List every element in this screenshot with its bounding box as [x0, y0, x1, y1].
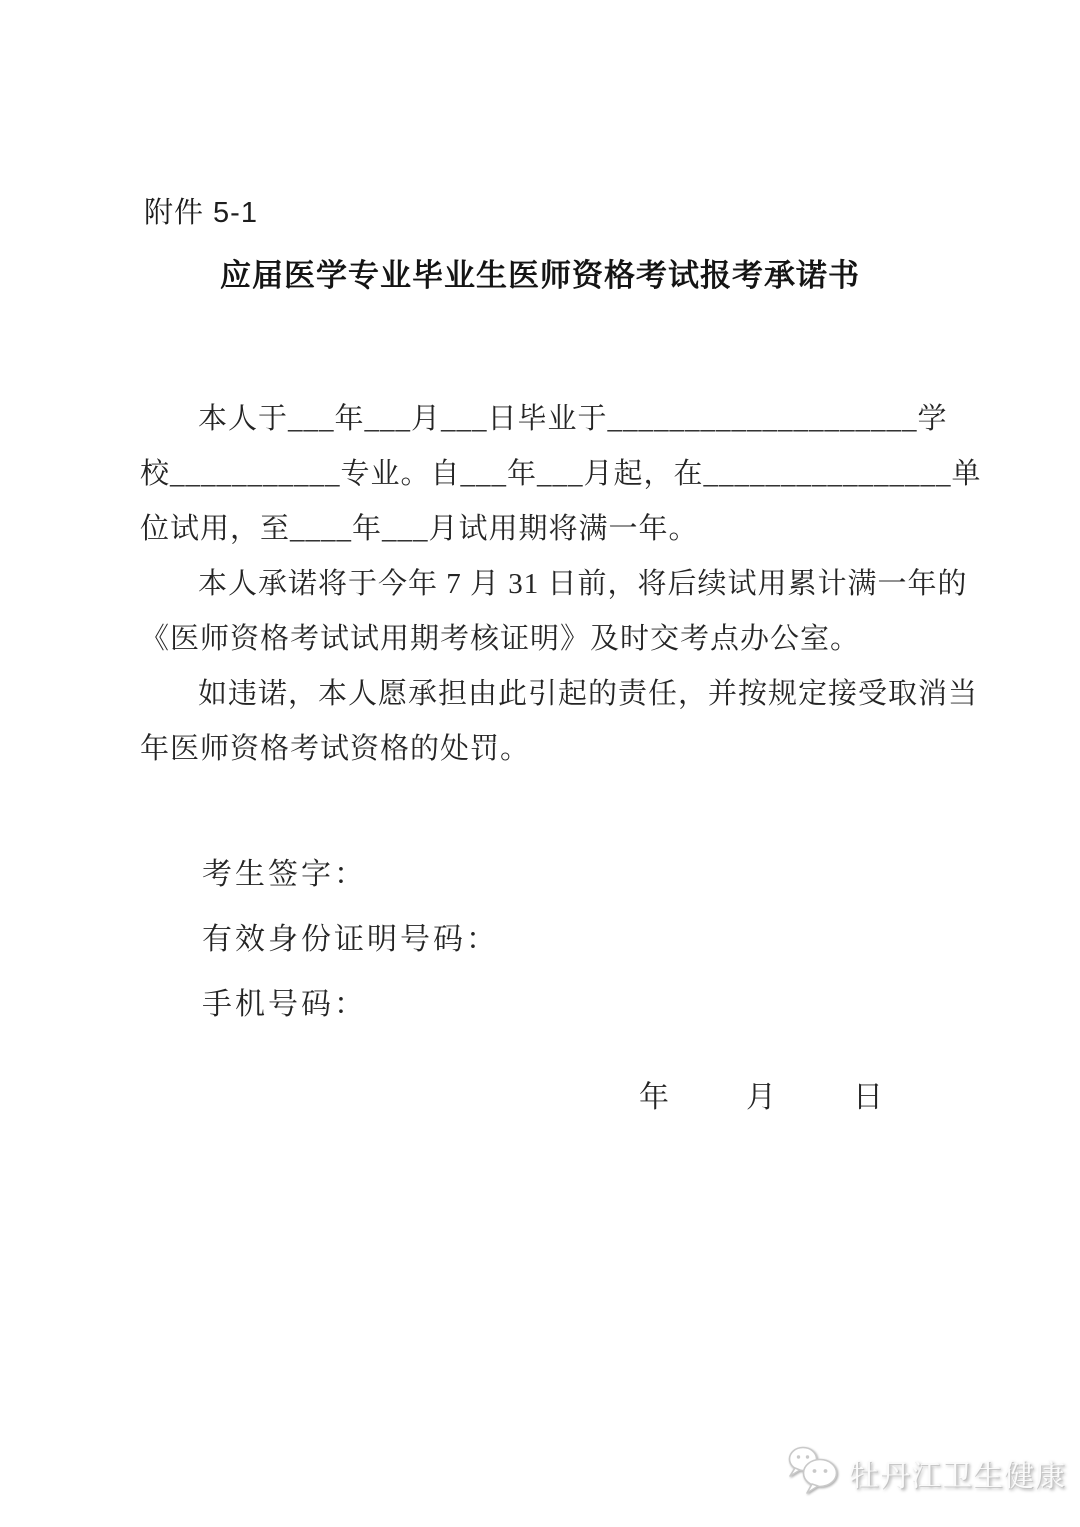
candidate-signature-label: 考生签字：: [202, 858, 367, 891]
attachment-number: 附件 5-1: [144, 197, 258, 229]
signature-block: [202, 842, 802, 1037]
body-line: 本人于___年___月___日毕业于____________________学: [198, 403, 948, 435]
body-line: 校___________专业。自___年___月起，在________________单: [140, 458, 982, 490]
body-text: [140, 392, 985, 777]
id-number-label: 有效身份证明号码：: [202, 923, 499, 956]
wechat-icon: [786, 1444, 842, 1501]
date-month-label: 月: [746, 1081, 776, 1114]
date-line: [639, 1072, 883, 1116]
page-title: 应届医学专业毕业生医师资格考试报考承诺书: [220, 258, 860, 293]
body-line: 年医师资格考试资格的处罚。: [140, 733, 531, 765]
body-line: 如违诺，本人愿承担由此引起的责任，并按规定接受取消当: [198, 678, 979, 710]
body-line: 位试用，至____年___月试用期将满一年。: [140, 513, 699, 545]
watermark-text: 牡丹江卫生健康: [849, 1459, 1066, 1493]
date-year-label: 年: [639, 1081, 669, 1114]
date-day-label: 日: [853, 1081, 883, 1114]
body-line: 《医师资格考试试用期考核证明》及时交考点办公室。: [140, 623, 861, 655]
watermark: [786, 1444, 1066, 1501]
phone-number-label: 手机号码：: [202, 988, 367, 1021]
body-line: 本人承诺将于今年 7 月 31 日前，将后续试用累计满一年的: [198, 568, 968, 600]
